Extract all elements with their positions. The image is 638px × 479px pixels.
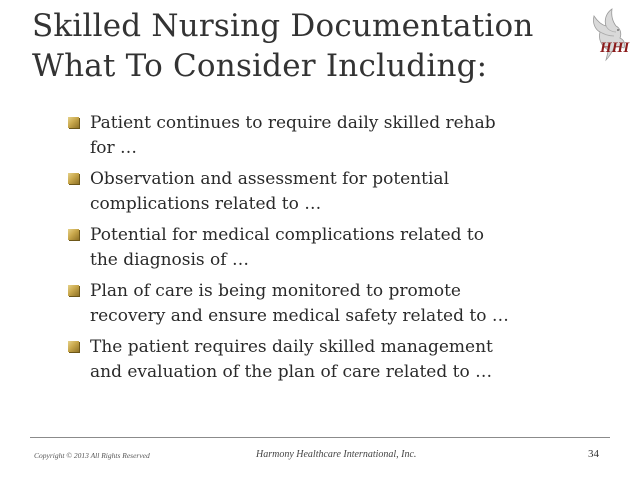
square-bullet-icon [68, 229, 79, 240]
footer-company: Harmony Healthcare International, Inc. [256, 449, 417, 460]
square-bullet-icon [68, 341, 79, 352]
bullet-line: Plan of care is being monitored to promote [90, 281, 461, 301]
bullet-line: and evaluation of the plan of care related to … [90, 362, 493, 382]
bullet-line: complications related to … [90, 194, 322, 214]
bullet-item [68, 111, 588, 161]
bullet-line: Patient continues to require daily skilled rehab [90, 113, 496, 133]
title-line-1: Skilled Nursing Documentation [32, 8, 534, 44]
page-number: 34 [588, 448, 599, 460]
bullet-line: recovery and ensure medical safety related to … [90, 306, 509, 326]
bullet-line: the diagnosis of … [90, 250, 249, 270]
bullet-line: The patient requires daily skilled management [90, 337, 493, 357]
slide-title [32, 6, 572, 86]
bullet-line: Potential for medical complications related to [90, 225, 484, 245]
bullet-item [68, 223, 588, 273]
square-bullet-icon [68, 173, 79, 184]
footer-copyright: Copyright © 2013 All Rights Reserved [34, 451, 150, 460]
bullet-item [68, 167, 588, 217]
bullet-line: for … [90, 138, 138, 158]
bullet-item [68, 335, 588, 385]
footer-divider [30, 437, 610, 438]
bullet-list [68, 111, 588, 391]
square-bullet-icon [68, 117, 79, 128]
bullet-item [68, 279, 588, 329]
bullet-line: Observation and assessment for potential [90, 169, 450, 189]
square-bullet-icon [68, 285, 79, 296]
title-line-2: What To Consider Including: [32, 48, 488, 84]
logo-text: HHI [600, 40, 630, 56]
dove-logo-icon [578, 6, 634, 66]
